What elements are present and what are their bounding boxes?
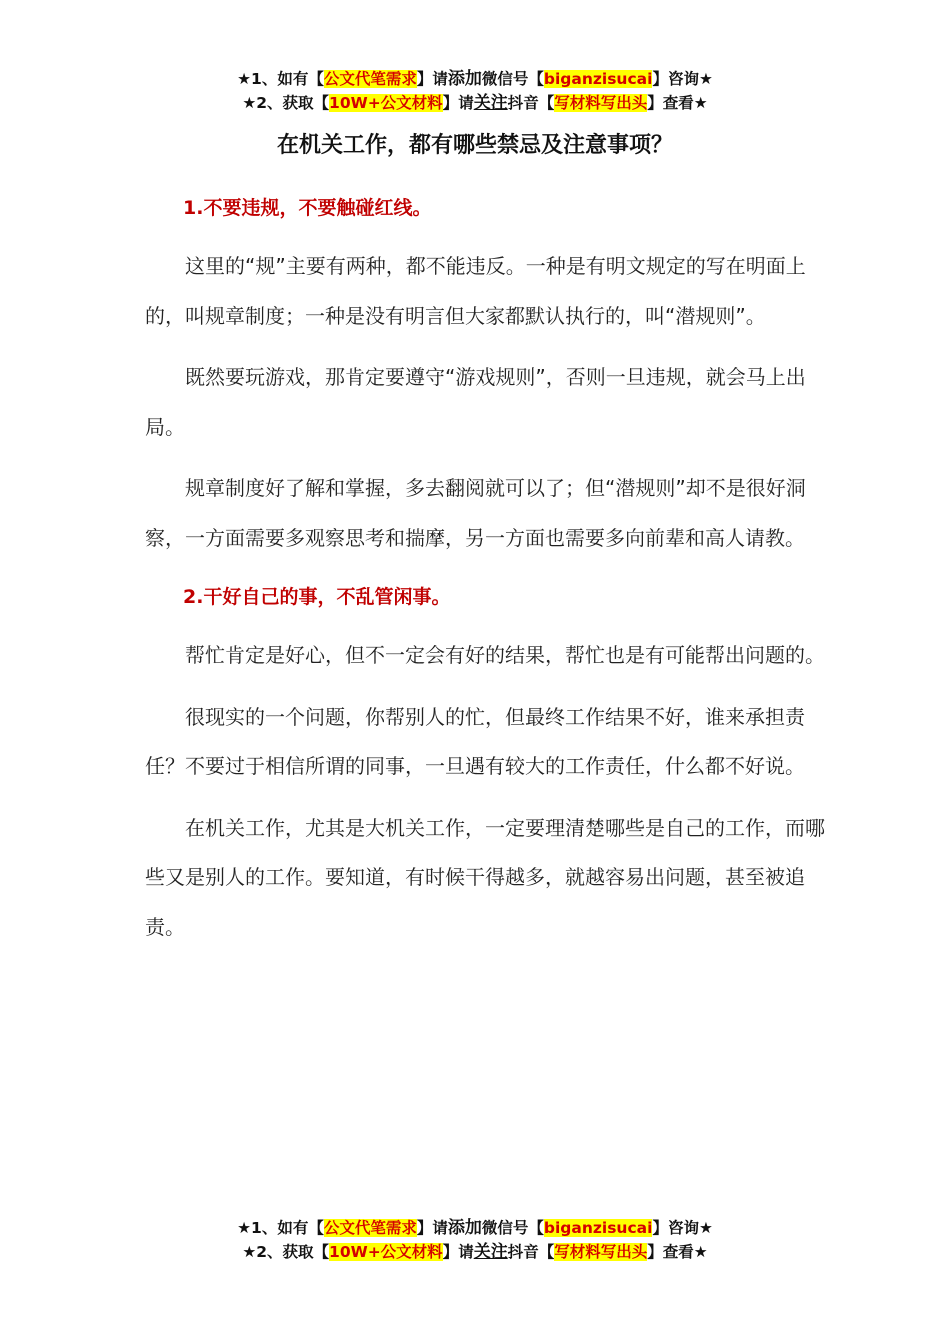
paragraph: 既然要玩游戏，那肯定要遵守“游戏规则”，否则一旦违规，就会马上出局。 — [145, 365, 806, 439]
paragraph: 在机关工作，尤其是大机关工作，一定要理清楚哪些是自己的工作，而哪些又是别人的工作。要知道，有时候干得越多，就越容易出问题，甚至被追责。 — [145, 815, 825, 939]
banner-line-1: ★1、如有【公文代笔需求】请添加微信号【biganzisucai】咨询★ — [237, 1218, 713, 1238]
paragraph: 很现实的一个问题，你帮别人的忙，但最终工作结果不好，谁来承担责任？不要过于相信所谓的同事，一旦遇有较大的工作责任，什么都不好说。 — [145, 704, 805, 778]
document-title: 在机关工作，都有哪些禁忌及注意事项？ — [276, 133, 673, 158]
paragraph: 这里的“规”主要有两种，都不能违反。一种是有明文规定的写在明面上的，叫规章制度；一种是没有明言但大家都默认执行的，叫“潜规则”。 — [145, 254, 806, 328]
wechat-id-highlight: biganzisucai — [543, 70, 653, 88]
materials-highlight: 10W+公文材料 — [329, 94, 443, 112]
service-highlight: 公文代笔需求 — [323, 1219, 417, 1237]
banner-line-2: ★2、获取【10W+公文材料】请关注抖音【写材料写出头】查看★ — [242, 1242, 708, 1262]
section-heading: 2.干好自己的事，不乱管闲事。 — [183, 586, 451, 608]
banner-line-1: ★1、如有【公文代笔需求】请添加微信号【biganzisucai】咨询★ — [237, 69, 713, 89]
materials-highlight: 10W+公文材料 — [329, 1243, 443, 1261]
banner-line-2: ★2、获取【10W+公文材料】请关注抖音【写材料写出头】查看★ — [242, 93, 708, 113]
douyin-highlight: 写材料写出头 — [554, 94, 648, 112]
paragraph: 规章制度好了解和掌握，多去翻阅就可以了；但“潜规则”却不是很好洞察，一方面需要多观察思考和揣摩，另一方面也需要多向前辈和高人请教。 — [145, 476, 806, 550]
paragraph: 帮忙肯定是好心，但不一定会有好的结果，帮忙也是有可能帮出问题的。 — [185, 643, 825, 667]
douyin-highlight: 写材料写出头 — [554, 1243, 648, 1261]
bottom-banner — [0, 1216, 950, 1264]
top-banner — [0, 67, 950, 115]
section-heading: 1.不要违规，不要触碰红线。 — [183, 197, 432, 219]
wechat-id-highlight: biganzisucai — [543, 1219, 653, 1237]
document-body — [145, 188, 835, 964]
service-highlight: 公文代笔需求 — [323, 70, 417, 88]
